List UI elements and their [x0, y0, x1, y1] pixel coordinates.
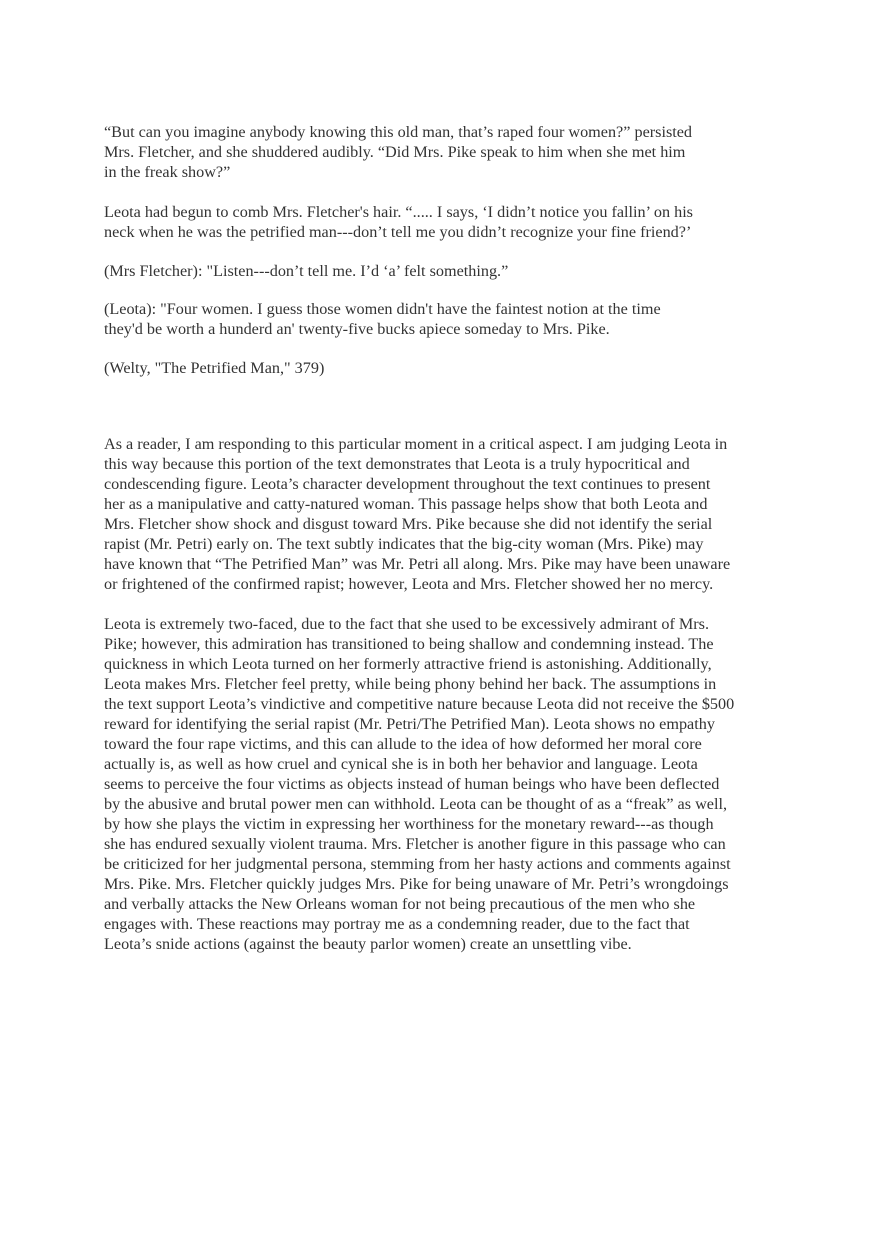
response-paragraph-2 [104, 614, 784, 954]
text-line: the text support Leota’s vindictive and competitive nature because Leota did not receive the $500 [104, 695, 735, 713]
text-line: Mrs. Pike. Mrs. Fletcher quickly judges Mrs. Pike for being unaware of Mr. Petri’s wrongdoings [104, 875, 729, 893]
text-line: toward the four rape victims, and this can allude to the idea of how deformed her moral core [104, 735, 702, 753]
text-line: have known that “The Petrified Man” was Mr. Petri all along. Mrs. Pike may have been unaware [104, 555, 731, 573]
citation [104, 358, 784, 378]
quote-paragraph-4 [104, 299, 784, 339]
text-line: actually is, as well as how cruel and cynical she is in both her behavior and language. Leota [104, 755, 698, 773]
text-line: As a reader, I am responding to this particular moment in a critical aspect. I am judging Leota in [104, 435, 728, 453]
text-line: she has endured sexually violent trauma. Mrs. Fletcher is another figure in this passage who can [104, 835, 726, 853]
document-page [104, 122, 784, 954]
text-line: Pike; however, this admiration has transitioned to being shallow and condemning instead. The [104, 635, 714, 653]
response-paragraph-1 [104, 434, 784, 594]
text-line: they'd be worth a hunderd an' twenty-five bucks apiece someday to Mrs. Pike. [104, 320, 610, 338]
text-line: rapist (Mr. Petri) early on. The text subtly indicates that the big-city woman (Mrs. Pike) may [104, 535, 704, 553]
text-line: “But can you imagine anybody knowing this old man, that’s raped four women?” persisted [104, 123, 693, 141]
text-line: her as a manipulative and catty-natured woman. This passage helps show that both Leota and [104, 495, 708, 513]
text-line: Leota is extremely two-faced, due to the fact that she used to be excessively admirant of Mrs. [104, 615, 710, 633]
text-line: in the freak show?” [104, 163, 231, 181]
text-line: engages with. These reactions may portray me as a condemning reader, due to the fact that [104, 915, 690, 933]
text-line: this way because this portion of the text demonstrates that Leota is a truly hypocritical and [104, 455, 690, 473]
text-line: by how she plays the victim in expressing her worthiness for the monetary reward---as though [104, 815, 714, 833]
text-line: Leota’s snide actions (against the beauty parlor women) create an unsettling vibe. [104, 935, 632, 953]
text-line: and verbally attacks the New Orleans woman for not being precautious of the men who she [104, 895, 696, 913]
text-line: be criticized for her judgmental persona, stemming from her hasty actions and comments against [104, 855, 731, 873]
quote-paragraph-1 [104, 122, 784, 182]
text-line: condescending figure. Leota’s character development throughout the text continues to present [104, 475, 711, 493]
text-line: seems to perceive the four victims as objects instead of human beings who have been deflected [104, 775, 720, 793]
text-line: quickness in which Leota turned on her formerly attractive friend is astonishing. Additionally, [104, 655, 712, 673]
text-line: reward for identifying the serial rapist (Mr. Petri/The Petrified Man). Leota shows no empathy [104, 715, 715, 733]
text-line: Mrs. Fletcher, and she shuddered audibly. “Did Mrs. Pike speak to him when she met him [104, 143, 686, 161]
text-line: neck when he was the petrified man---don’t tell me you didn’t recognize your fine friend?’ [104, 223, 692, 241]
text-line: Leota had begun to comb Mrs. Fletcher's hair. “..... I says, ‘I didn’t notice you fallin’ on his [104, 203, 693, 221]
quote-paragraph-2 [104, 202, 784, 242]
text-line: by the abusive and brutal power men can withhold. Leota can be thought of as a “freak” as well, [104, 795, 727, 813]
text-line: Mrs. Fletcher show shock and disgust toward Mrs. Pike because she did not identify the serial [104, 515, 713, 533]
text-line: Leota makes Mrs. Fletcher feel pretty, while being phony behind her back. The assumptions in [104, 675, 717, 693]
text-line: or frightened of the confirmed rapist; however, Leota and Mrs. Fletcher showed her no mercy. [104, 575, 714, 593]
text-line: (Mrs Fletcher): "Listen---don’t tell me. I’d ‘a’ felt something.” [104, 262, 509, 280]
citation-text: (Welty, "The Petrified Man," 379) [104, 359, 325, 377]
quote-paragraph-3 [104, 261, 784, 281]
text-line: (Leota): "Four women. I guess those women didn't have the faintest notion at the time [104, 300, 661, 318]
